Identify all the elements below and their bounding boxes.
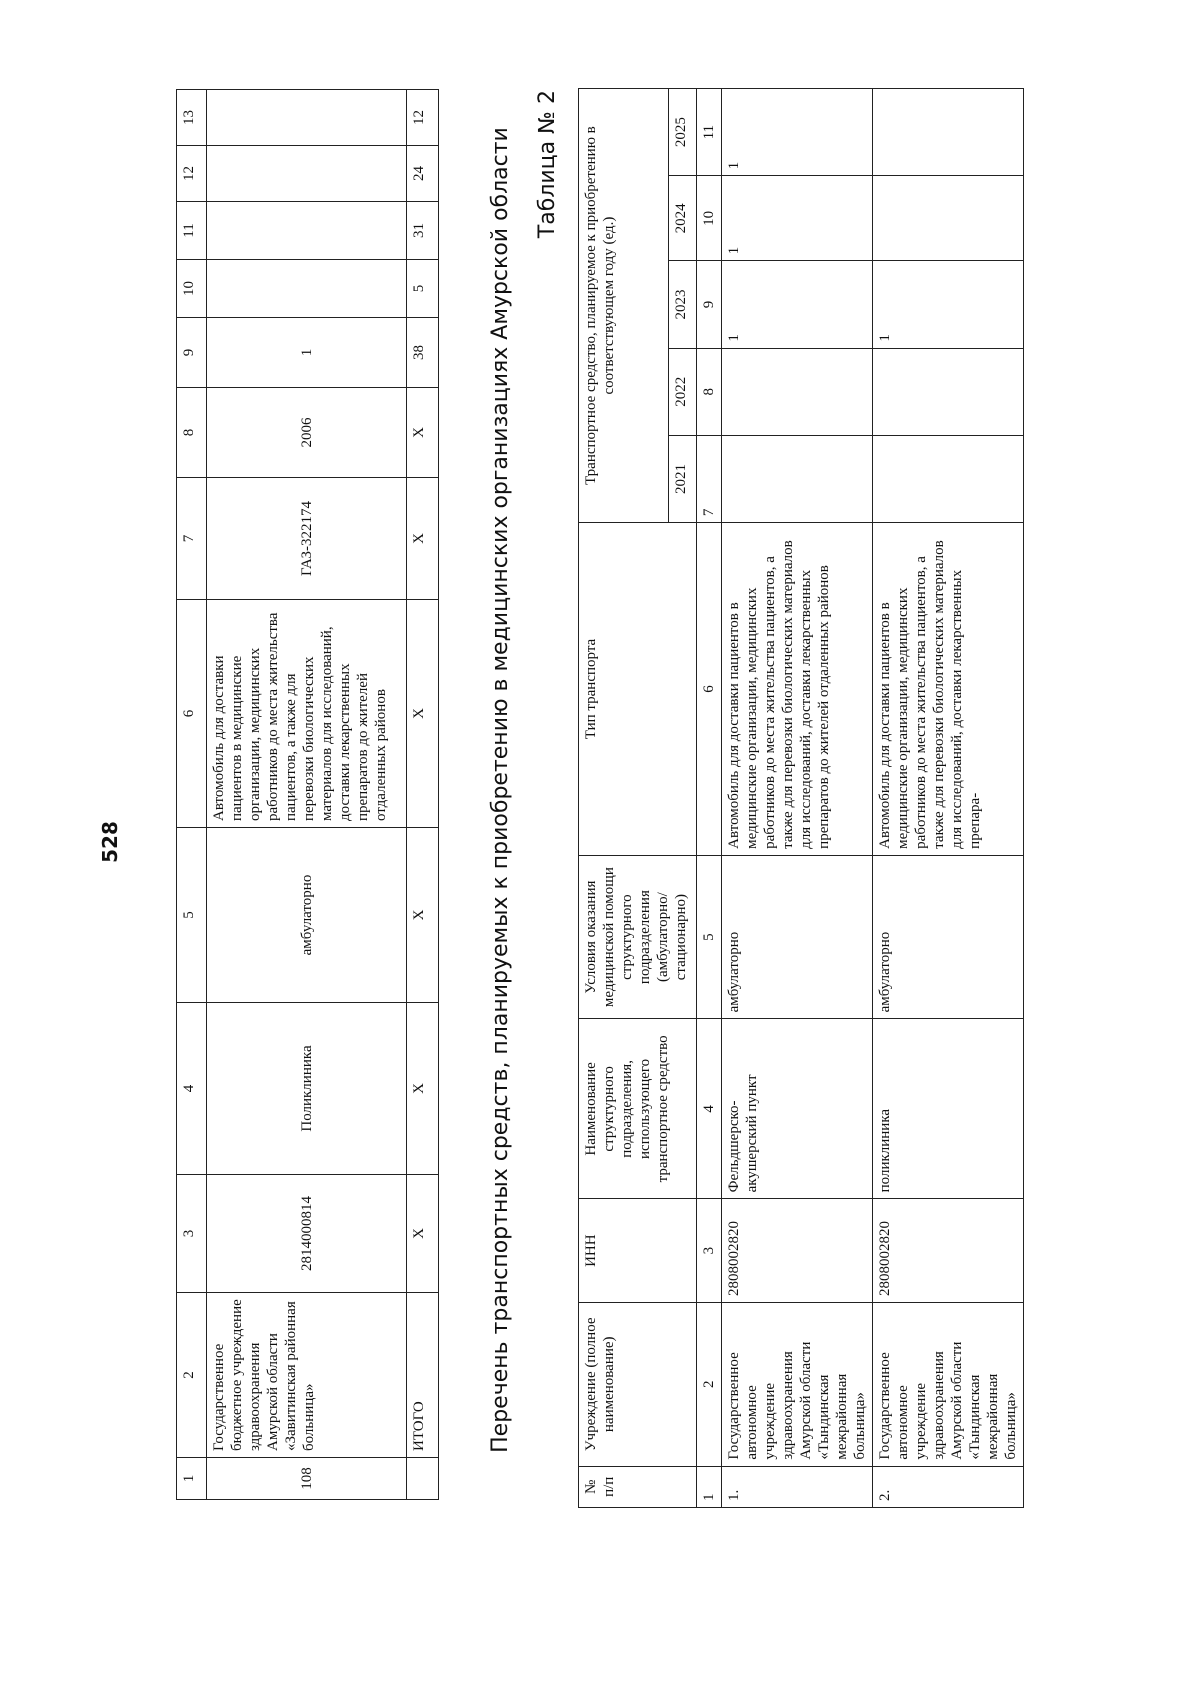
header-number-cell: 6 [697,523,722,856]
unit-cell: поликлиника [873,1019,1024,1199]
count-cell [207,260,407,318]
header-number-cell: 5 [697,855,722,1019]
conditions-cell: амбулаторно [873,855,1024,1019]
total-cell: X [407,388,439,478]
header-year: 2023 [669,261,697,348]
header-number-cell: 11 [697,89,722,176]
header-number-cell: 4 [697,1019,722,1199]
year-count-cell [722,348,873,435]
inn-cell: 2808002820 [722,1199,873,1303]
header-institution: Учреждение (полное наименование) [579,1302,697,1466]
total-cell: 5 [407,260,439,318]
table2-wrap [578,88,1024,1508]
conditions-cell: амбулаторно [722,855,873,1019]
inn-cell: 2808002820 [873,1199,1024,1303]
header-number-cell: 8 [697,348,722,435]
header-inn: ИНН [579,1199,697,1303]
header-number-cell: 6 [177,600,207,828]
count-cell [207,202,407,260]
year-count-cell [873,435,1024,522]
header-number-cell: 9 [697,261,722,348]
total-cell: X [407,1003,439,1175]
year-count-cell [873,176,1024,261]
transport-type-cell: Автомобиль для доставки пациентов в медицинские организации, медицинских работников до места жительства пациентов, а также для перевозки биологических материалов для исследований, доставки лекарственных препаратов до жителей отдаленных районов [207,600,407,828]
header-number-cell: 1 [177,1458,207,1500]
conditions-cell: амбулаторно [207,828,407,1003]
header-number-cell: 10 [177,260,207,318]
total-cell: X [407,478,439,600]
header-number-cell: 7 [697,435,722,522]
section-title: Перечень транспортных средств, планируемых к приобретению в медицинских организациях Амурской области [488,127,513,1453]
header-row [579,89,669,1508]
model-cell: ГАЗ-322174 [207,478,407,600]
header-year: 2022 [669,348,697,435]
header-number-row [177,90,207,1500]
year-count-cell [873,348,1024,435]
year-count-cell: 1 [873,261,1024,348]
unit-cell: Поликлиника [207,1003,407,1175]
header-number-cell: 13 [177,90,207,146]
header-number-cell: 3 [697,1199,722,1303]
header-planned: Транспортное средство, планируемое к приобретению в соответствующем году (ед.) [579,89,669,523]
header-type: Тип транспорта [579,523,697,856]
continuation-table [176,89,439,1500]
year-count-cell: 1 [722,176,873,261]
header-unit: Наименование структурного подразделения, использующего транспортное средство [579,1019,697,1199]
continuation-table-wrap [176,89,439,1500]
total-row [407,90,439,1500]
unit-cell: Фельдшерско-акушерский пункт [722,1019,873,1199]
row-number-cell: 108 [207,1458,407,1500]
page-number: 528 [98,821,122,863]
table-label: Таблица № 2 [535,90,560,239]
header-number-cell: 7 [177,478,207,600]
year-count-cell [722,435,873,522]
count-cell: 1 [207,318,407,388]
institution-cell: Государственное автономное учреждение здравоохранения Амурской области «Тындинская межрайонная больница» [873,1302,1024,1466]
header-number-cell: 5 [177,828,207,1003]
year-count-cell: 1 [722,89,873,176]
inn-cell: 2814000814 [207,1175,407,1293]
table-row [207,90,407,1500]
section-title-wrap [488,80,513,1500]
transport-type-cell: Автомобиль для доставки пациентов в медицинские организации, медицинских работников до места жительства пациентов, а также для перевозки биологических материалов для исследований, доставки лекарственных препара- [873,523,1024,856]
header-year: 2024 [669,176,697,261]
header-number-cell: 8 [177,388,207,478]
institution-cell: Государственное бюджетное учреждение здравоохранения Амурской области «Завитинская районная больница» [207,1293,407,1458]
page-number-wrap [98,812,122,872]
year-count-cell: 1 [722,261,873,348]
table-row [722,89,873,1508]
header-number-row [697,89,722,1508]
total-cell: X [407,600,439,828]
total-empty-cell [407,1458,439,1500]
year-cell: 2006 [207,388,407,478]
row-number-cell: 1. [722,1466,873,1507]
count-cell [207,146,407,202]
total-cell: X [407,828,439,1003]
header-number-cell: 9 [177,318,207,388]
transport-type-cell: Автомобиль для доставки пациентов в медицинские организации, медицинских работников до места жительства пациентов, а также для перевозки биологических материалов для исследований, доставки лекарственных препаратов до жителей отдаленных районов [722,523,873,856]
header-number-cell: 10 [697,176,722,261]
table-row [873,89,1024,1508]
header-number-cell: 12 [177,146,207,202]
header-num: № п/п [579,1466,697,1507]
header-conditions: Условия оказания медицинской помощи структурного подразделения (амбулаторно/ стационарно) [579,855,697,1019]
total-cell: 31 [407,202,439,260]
header-year: 2021 [669,435,697,522]
year-count-cell [873,89,1024,176]
header-number-cell: 2 [697,1302,722,1466]
total-cell: 24 [407,146,439,202]
header-number-cell: 2 [177,1293,207,1458]
count-cell [207,90,407,146]
institution-cell: Государственное автономное учреждение здравоохранения Амурской области «Тындинская межрайонная больница» [722,1302,873,1466]
total-cell: X [407,1175,439,1293]
header-number-cell: 4 [177,1003,207,1175]
row-number-cell: 2. [873,1466,1024,1507]
header-number-cell: 3 [177,1175,207,1293]
header-number-cell: 11 [177,202,207,260]
header-number-cell: 1 [697,1466,722,1507]
total-cell: 38 [407,318,439,388]
total-label-cell: ИТОГО [407,1293,439,1458]
header-year: 2025 [669,89,697,176]
planned-transport-table [578,88,1024,1508]
table-label-wrap [535,90,560,1450]
total-cell: 12 [407,90,439,146]
